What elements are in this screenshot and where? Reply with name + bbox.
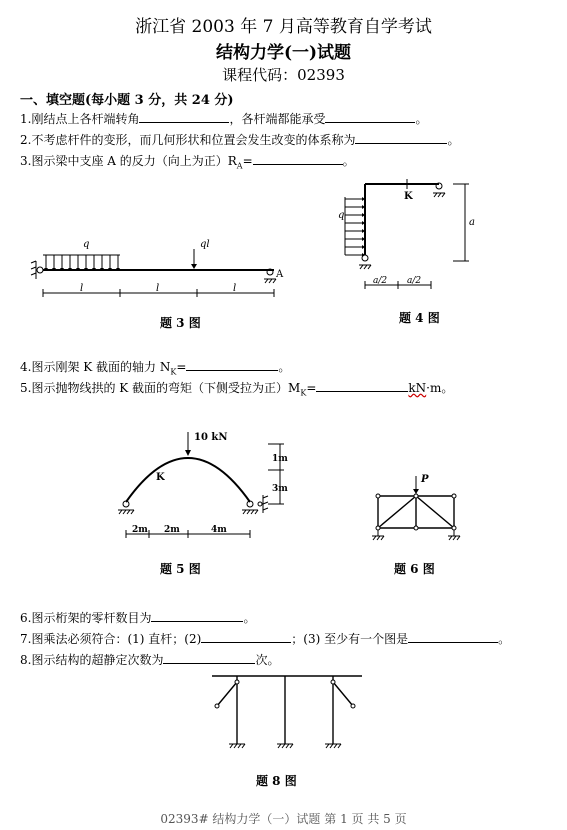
fig3-span-1: l [80,283,84,294]
fig3-span-3: l [233,283,237,294]
figure-8-caption: 题 8 图 [256,774,297,788]
blank [253,152,343,165]
fig5-dim-2m-b: 2m [164,525,180,535]
subject-title: 结构力学(一)试题 [215,43,352,63]
fig4-span-2: a/2 [407,276,422,286]
fig5-dim-1m: 1m [272,454,288,464]
fig5-label-k: K [156,472,165,483]
figure-4-caption: 题 4 图 [399,311,440,325]
section-heading: 一、填空题(每小题 3 分，共 24 分) [20,93,234,108]
fig4-label-k: K [404,191,413,202]
question-5: 5.图示抛物线拱的 K 截面的弯矩（下侧受拉为正）$M_K= kN\cdot m$。 [20,381,454,398]
blank [151,609,243,622]
figure-4-diagram [335,177,485,297]
question-7: 7.图乘法必须符合：(1) 直杆；(2) ；(3) 至少有一个图是 。 [20,632,511,646]
fig4-span-1: a/2 [373,276,388,286]
figure-8-diagram [205,672,370,752]
blank [355,131,447,144]
page-footer: 02393# 结构力学（一）试题 第 1 页 共 5 页 [160,812,407,826]
fig6-label-p: P [421,474,429,485]
figure-3-diagram [28,235,298,305]
fig3-label-ql: ql [200,239,210,250]
figure-6-caption: 题 6 图 [394,562,435,576]
blank [408,630,498,643]
question-1: 1.刚结点上各杆端转角 ，各杆端都能承受 。 [20,112,428,126]
exam-title: 浙江省 2003 年 7 月高等教育自学考试 [135,17,432,37]
figure-5-caption: 题 5 图 [160,562,201,576]
question-4: 4.图示刚架 K 截面的轴力 $N_K=$ 。 [20,360,291,377]
fig3-span-2: l [156,283,160,294]
blank [139,110,229,123]
blank [163,651,255,664]
fig5-label-load: 10 kN [194,432,228,443]
blank [186,358,278,371]
question-8: 8.图示结构的超静定次数为 次。 [20,653,280,667]
figure-6-diagram [368,468,468,548]
fig5-dim-3m: 3m [272,484,288,494]
fig5-dim-4m: 4m [211,525,227,535]
fig4-label-q: q [338,210,345,221]
blank [201,630,291,643]
course-code: 课程代码：02393 [222,66,345,84]
fig4-label-a: a [469,217,475,228]
figure-5-diagram [108,428,308,548]
question-3: 3.图示梁中支座 A 的反力（向上为正）$R_A=$ 。 [20,154,355,171]
fig3-label-a: A [276,269,284,280]
blank [316,379,408,392]
fig3-label-q: q [83,239,90,250]
fig5-dim-2m-a: 2m [132,525,148,535]
figure-3-caption: 题 3 图 [160,316,201,330]
question-6: 6.图示桁架的零杆数目为 。 [20,611,256,625]
question-2: 2.不考虑杆件的变形，而几何形状和位置会发生改变的体系称为 。 [20,133,460,147]
blank [325,110,415,123]
